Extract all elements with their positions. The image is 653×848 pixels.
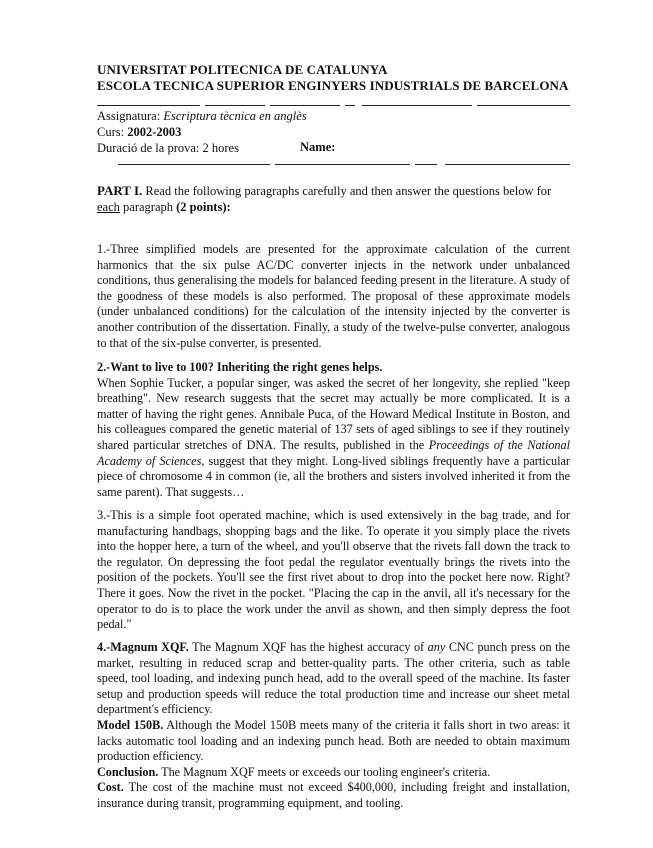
instruction-text-b: paragraph [119, 200, 177, 214]
exam-metadata [97, 108, 307, 156]
paragraph-2 [97, 360, 570, 500]
paragraph-4-text-a: The Magnum XQF has the highest accuracy of [188, 640, 428, 654]
conclusion-title: Conclusion. [97, 764, 159, 779]
subject-value: Escriptura tècnica en anglès [163, 109, 307, 123]
paragraph-4-any: any [427, 640, 446, 654]
paragraph-1-text: 1.-Three simplified models are presented for the approximate calculation of the current harmonics that the six pulse AC/DC converter injects in the network under unbalanced conditions, thus generalising the models for balanced feeding present in the literature. A study of the goodness of these models is also performed. The proposal of these approximate models (under unbalanced conditions) for the calculation of the intensity injected by the converter is another contribution of the dissertation. Finally, a study of the twelve-pulse converter, analogous to that of the six-pulse converter, is presented. [97, 242, 570, 350]
meta-rule-segment [445, 164, 570, 165]
paragraph-2-text-a: When Sophie Tucker, a popular singer, was asked the secret of her longevity, she replied "keep breathing". New research suggests that the secret may actually be more complicated. It is a matter of having the right genes. Annibale Puca, of the Howard Medical Institute in Boston, and his colleagues compared the genetic material of 137 sets of aged siblings to see if they routinely shared particular stretches of DNA. The results, published in the [97, 375, 570, 452]
paragraph-4 [97, 640, 570, 812]
name-label: Name: [300, 140, 336, 154]
paragraph-3-text: 3.-This is a simple foot operated machine, which is used extensively in the bag trade, and for manufacturing handbags, shopping bags and the like. To operate it you simply place the rivets into the hopper here, a turn of the wheel, and you'll observe that the rivets fall down the track to the regulator. On depressing the foot pedal the regulator eventually brings the rivets into the position of the pockets. You'll see the first rivet about to drop into the pocket here now. Right? There it goes. Now the rivet in the pocket. "Placing the cap in the anvil, all it's necessary for the operator to do is to place the work under the anvil as shown, and then simply depress the foot pedal." [97, 508, 570, 632]
instruction-text: Read the following paragraphs carefully and then answer the questions below for [142, 184, 552, 198]
header-rule-segment [362, 105, 472, 106]
model-text: Although the Model 150B meets many of the criteria it falls short in two areas: it lacks automatic tool loading and an indexing punch head. Both are needed to obtain maximum production efficiency. [97, 717, 570, 764]
institution-header [97, 62, 577, 94]
subject-line [97, 108, 307, 124]
meta-rule-segment [275, 164, 410, 165]
instruction-each: each [97, 200, 120, 214]
school-name: ESCOLA TECNICA SUPERIOR ENGINYERS INDUSTRIALS DE BARCELONA [97, 78, 569, 93]
header-rule-segment [345, 105, 355, 106]
course-line [97, 124, 307, 140]
paragraph-4-model [97, 718, 570, 765]
course-label: Curs: [97, 125, 128, 139]
header-rule-segment [97, 105, 200, 106]
paragraph-4-title: 4.-Magnum XQF. [97, 640, 189, 654]
course-value: 2002-2003 [127, 125, 182, 139]
paragraph-3 [97, 508, 570, 633]
header-rule-segment [270, 105, 340, 106]
part-one-instructions [97, 183, 570, 215]
paragraph-4-intro [97, 640, 570, 718]
header-rule-segment [205, 105, 265, 106]
cost-title: Cost. [97, 780, 124, 795]
paragraph-2-title: 2.-Want to live to 100? Inheriting the right genes helps. [97, 360, 383, 374]
cost-text: The cost of the machine must not exceed $400,000, including freight and installation, insurance during transit, programming equipment, and tooling. [97, 780, 570, 810]
university-name: UNIVERSITAT POLITECNICA DE CATALUNYA [97, 62, 388, 77]
conclusion-text: The Magnum XQF meets or exceeds our tooling engineer's criteria. [158, 764, 491, 779]
meta-rule-segment [415, 164, 437, 165]
paragraph-2-body [97, 376, 570, 501]
paragraph-4-text-b: CNC punch press on the market, resulting in reduced scrap and better-quality parts. The other criteria, such as table speed, tool loading, and indexing punch head, add to the overall speed of the machine. Its faster setup and production speeds will reduce the total production time and increase our sheet metal department's efficiency. [97, 640, 570, 717]
header-rule-segment [477, 105, 570, 106]
model-title: Model 150B. [97, 717, 164, 732]
duration-line: Duració de la prova: 2 hores [97, 141, 239, 155]
paragraph-4-conclusion [97, 765, 570, 781]
paragraph-2-journal: Proceedings of the National Academy of Sciences [97, 437, 571, 468]
subject-label: Assignatura: [97, 109, 164, 123]
paragraph-2-text-b: , suggest that they might. Long-lived siblings frequently have a particular piece of chromosome 4 in common (ie, all the brothers and sisters involved inherited it from the same parent). That suggests… [97, 453, 570, 499]
meta-rule-segment [118, 164, 270, 165]
paragraph-4-cost [97, 780, 570, 811]
part-title: PART I. [97, 183, 143, 198]
instruction-points: (2 points): [176, 200, 231, 214]
paragraph-1 [97, 242, 570, 351]
